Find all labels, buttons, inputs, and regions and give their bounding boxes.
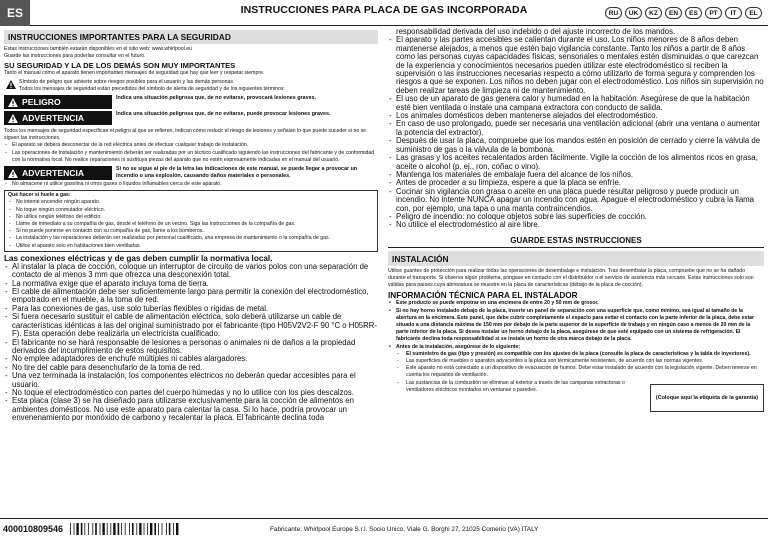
list-item: • Si no hay horno instalado debajo de la placa, inserte un panel de separación con una superficie que, como mínimo, sea igual al tamaño de la abertura en la encimera. Este panel, que debe cubrir completamente el espacio para evitar el contacto con la parte inferior de la placa, debe estar situado a una distancia máxima de 150 mm por debajo de la parte superior de la superficie de trabajo y en ningún caso a menos de 20 mm de la parte inferior de la placa. Si desea instalar un horno debajo de la placa, asegúrese de que esté equipado con un sistema de refrigeración. El fabricante declina toda responsabilidad si se instala un horno de otra marca debajo de la placa. bbox=[388, 308, 764, 344]
list-item: - No utilice ningún teléfono del edificio. bbox=[8, 214, 374, 221]
list-item: - Antes de proceder a su limpieza, espere a que la placa se enfríe. bbox=[388, 179, 764, 187]
list-item: - Al instalar la placa de cocción, coloque un interruptor de circuito de varios polos con una separación de contacto de al menos 3 mm que ofrezca una desconexión total. bbox=[4, 263, 378, 280]
warning-row bbox=[4, 111, 378, 125]
list-item: - No tire del cable para desenchufarlo de la toma de red. bbox=[4, 364, 378, 372]
danger-badge bbox=[4, 95, 112, 109]
list-item: - Las grasas y los aceites recalentados arden fácilmente. Vigile la cocción de los alimentos ricos en grasa, aceite o alcohol (p. ej., ron, coñac o vino). bbox=[388, 154, 764, 171]
keep-instructions-heading: GUARDE ESTAS INSTRUCCIONES bbox=[388, 233, 764, 248]
last-row bbox=[388, 380, 764, 412]
list-item: • Este producto se puede empotrar en una encimera de entre 20 y 50 mm de grosor. bbox=[388, 300, 764, 307]
list-item: - La instalación y las reparaciones deberán ser realizadas por personal cualificado, una empresa de mantenimiento o la compañía de gas. bbox=[8, 235, 374, 242]
list-item: - Los animales domésticos deben mantenerse alejados del electrodoméstico. bbox=[388, 112, 764, 120]
barcode-image bbox=[70, 523, 182, 535]
language-code: ES bbox=[685, 7, 702, 19]
list-item: - En caso de uso prolongado, puede ser necesaria una ventilación adicional (abrir una ventana o aumentar la potencia del extractor). bbox=[388, 120, 764, 137]
symbol-text: Símbolo de peligro que advierte sobre riesgos posibles para el usuario y las demás personas. bbox=[19, 78, 235, 85]
document-code: 400010809546 bbox=[3, 524, 64, 534]
list-item: - El suministro de gas (tipo y presión) es compatible con los ajustes de la placa (consulte la placa de características y la tabla de inyectores). bbox=[396, 351, 764, 358]
list-item: - El cable de alimentación debe ser suficientemente largo para permitir la conexión del electrodoméstico, empotrado en el mueble, a la toma de red. bbox=[4, 288, 378, 305]
installation-heading: INSTALACIÓN bbox=[388, 251, 764, 266]
tech-sublist-end bbox=[396, 380, 644, 412]
list-item: - No emplee adaptadores de enchufe múltiples ni cables alargadores. bbox=[4, 355, 378, 363]
language-code: PT bbox=[705, 7, 722, 19]
list-item: - Una vez terminada la instalación, los componentes eléctricos no deberán quedar accesibles para el usuario. bbox=[4, 372, 378, 389]
tech-info-heading: INFORMACIÓN TÉCNICA PARA EL INSTALADOR bbox=[388, 291, 578, 301]
list-item: - Después de usar la placa, compruebe que los mandos estén en posición de cerrado y cierre la válvula de suministro de gas o la válvula de la bombona. bbox=[388, 137, 764, 154]
list-item: - El fabricante no se hará responsable de lesiones a personas o animales ni de daños a la propiedad derivados del incumplimiento de estos requisitos. bbox=[4, 339, 378, 356]
gas-box-list bbox=[8, 199, 374, 249]
list-item: - Si no puede ponerse en contacto con su compañía de gas, llame a los bomberos. bbox=[8, 228, 374, 235]
list-item: - Peligro de incendio: no coloque objetos sobre las superficies de cocción. bbox=[388, 213, 764, 221]
list-item: - Las operaciones de instalación y mantenimiento deberán ser realizadas por un técnico cualificado siguiendo las instrucciones del fabricante y de conformidad con la normativa local. No realice reparaciones ni sustituya piezas del aparato que no estén expresamente indicadas en el manual del usuario. bbox=[4, 150, 378, 164]
symbol-text: Todos los mensajes de seguridad están precedidos del símbolo de alerta de seguridad y de los siguientes términos: bbox=[19, 85, 285, 92]
list-item: - No toque el electrodoméstico con partes del cuerpo húmedas y no lo utilice con los pies descalzos. bbox=[4, 389, 378, 397]
danger-triangle-icon bbox=[8, 98, 18, 107]
list-item: - No toque ningún conmutador eléctrico. bbox=[8, 207, 374, 214]
list-item: - La normativa exige que el aparato incluya toma de tierra. bbox=[4, 280, 378, 288]
list-item: - No almacene ni utilice gasolina ni otros gases o líquidos inflamables cerca de este aparato. bbox=[4, 181, 378, 188]
warning2-label: ADVERTENCIA bbox=[22, 168, 85, 179]
safety-list bbox=[388, 36, 764, 229]
list-item: • Antes de la instalación, asegúrese de lo siguiente: bbox=[388, 344, 764, 351]
list-item: - Para las conexiones de gas, use solo tuberías flexibles o rígidas de metal. bbox=[4, 305, 378, 313]
top-bar bbox=[0, 0, 768, 26]
no-store-list bbox=[4, 181, 378, 188]
danger-label: PELIGRO bbox=[22, 97, 61, 108]
intro-line: Estas instrucciones también estarán disponibles en el sitio web: www.whirlpool.eu bbox=[4, 46, 192, 52]
list-item: - Si fuera necesario sustituir el cable de alimentación eléctrica, solo deberá utilizarse un cable de características idénticas a las del original suministrado por el fabricante (tipo H05V2V2-F 90 °C o H05RR-F). Esta operación debe realizarla un electricista cualificado. bbox=[4, 313, 378, 338]
list-item: - Las superficies de muebles o aparatos adyacentes a la placa son térmicamente resistentes, de acuerdo con las normas vigentes. bbox=[396, 358, 764, 365]
list-item: - Esta placa (clase 3) se ha diseñado para utilizarse exclusivamente para la cocción de alimentos en ambientes domésticos. No use este aparato para calentar la casa. Si lo hace, podría provocar un envenenamiento por monóxido de carbono y recalentar la placa. El fabricante declina toda bbox=[4, 397, 378, 422]
installation-text: Utilice guantes de protección para realizar todas las operaciones de desembalaje e instalación. Tras desembalar la placa, compruebe que no se ha dañado durante el transporte. Si observa algún problema, póngase en contacto con el distribuidor o el servicio de asistencia más cercano. Estas instrucciones solo son válidas para países cuya abreviatura se muestre en la placa de características (debajo de la placa de cocción). bbox=[388, 267, 754, 289]
warning2-text: Si no se sigue al pie de la letra las indicaciones de este manual, se puede llegar a provocar un incendio o una explosión, causando daños materiales o personales. bbox=[116, 166, 358, 180]
gas-smell-box bbox=[4, 190, 378, 252]
language-code: EN bbox=[665, 7, 682, 19]
danger-text: Indica una situación peligrosa que, de no evitarse, provocará lesiones graves. bbox=[116, 95, 317, 102]
connections-heading: Las conexiones eléctricas y de gas deben cumplir la normativa local. bbox=[4, 253, 273, 263]
warranty-label-box: (Coloque aquí la etiqueta de la garantía) bbox=[650, 384, 764, 412]
warning-triangle-icon bbox=[8, 169, 18, 178]
list-item: - No intente encender ningún aparato. bbox=[8, 199, 374, 206]
list-item: - Mantenga los materiales de embalaje fuera del alcance de los niños. bbox=[388, 171, 764, 179]
list-item: - El uso de un aparato de gas genera calor y humedad en la habitación. Asegúrese de que la habitación esté bien ventilada o instale una campana extractora con conducto de salida. bbox=[388, 95, 764, 112]
warning-text: Indica una situación peligrosa que, de no evitarse, puede provocar lesiones graves. bbox=[116, 111, 331, 118]
language-code: UK bbox=[625, 7, 642, 19]
list-item: - Este aparato no está conectado a un dispositivo de evacuación de humos. Debe estar instalado de acuerdo con la legislación vigente. Deben tenerse en cuenta los requisitos de ventilación. bbox=[396, 365, 764, 379]
warning-triangle-icon bbox=[6, 80, 16, 89]
tech-list bbox=[388, 300, 764, 350]
warning2-row bbox=[4, 166, 378, 180]
danger-row bbox=[4, 95, 378, 109]
symbol-row bbox=[4, 79, 378, 93]
warning2-badge bbox=[4, 166, 112, 180]
list-item: - Las sustancias de la combustión se eliminan al exterior a través de las campanas extractoras o ventiladores eléctricos montados en ventanas o paredes. bbox=[396, 380, 644, 394]
your-safety-heading: SU SEGURIDAD Y LA DE LOS DEMÁS SON MUY IMPORTANTES bbox=[4, 61, 236, 71]
continued-text: responsabilidad derivada del uso indebido o del ajuste incorrecto de los mandos. bbox=[396, 27, 676, 36]
language-code: EL bbox=[745, 7, 762, 19]
footer bbox=[0, 518, 768, 541]
language-list bbox=[605, 7, 762, 19]
list-item: - Utilice el aparato solo en habitaciones bien ventiladas. bbox=[8, 243, 374, 250]
list-item: - El aparato y las partes accesibles se calientan durante el uso. Los niños menores de 8 años deben mantenerse alejados, a menos que estén bajo vigilancia constante. Tanto los niños a partir de 8 años como las personas cuyas capacidades físicas, sensoriales o mentales estén disminuidas o que carezcan de la experiencia y conocimientos necesarios pueden utilizar este electrodoméstico si reciben la supervisión o las instrucciones necesarias respecto a cómo utilizarlo de forma segura y comprenden los riesgos a que se exponen. Los niños no deben jugar con el electrodoméstico. Los niños sin supervisión no deben realizar tareas de limpieza ni de mantenimiento. bbox=[388, 36, 764, 95]
messages-list bbox=[4, 142, 378, 164]
language-code: RU bbox=[605, 7, 622, 19]
list-item: - Llame de inmediato a su compañía de gas, desde el teléfono de un vecino. Siga las instrucciones de la compañía de gas. bbox=[8, 221, 374, 228]
warning-triangle-icon bbox=[8, 114, 18, 123]
right-column bbox=[388, 28, 764, 412]
connections-list bbox=[4, 263, 378, 423]
warning-badge bbox=[4, 111, 112, 125]
safety-section-heading: INSTRUCCIONES IMPORTANTES PARA LA SEGURIDAD bbox=[4, 30, 378, 44]
document-title: INSTRUCCIONES PARA PLACA DE GAS INCORPORADA bbox=[240, 4, 528, 16]
language-code: KZ bbox=[645, 7, 662, 19]
manufacturer-text: Fabricante: Whirlpool Europe S.r.l. Socio Unico, Viale G. Borghi 27, 21025 Comerio (VA) ITALY bbox=[270, 526, 539, 533]
list-item: - El aparato se deberá desconectar de la red eléctrica antes de efectuar cualquier trabajo de instalación. bbox=[4, 142, 378, 149]
left-column bbox=[4, 30, 378, 423]
intro-line: Guarde las instrucciones para poderlas consultar en el futuro. bbox=[4, 53, 146, 60]
tech-sublist bbox=[396, 351, 764, 380]
language-code: IT bbox=[725, 7, 742, 19]
gas-box-title: Qué hacer si huele a gas: bbox=[8, 192, 71, 199]
list-item: - No utilice el electrodoméstico al aire libre. bbox=[388, 221, 764, 229]
safety-text: Tanto el manual como el aparato tienen importantes mensajes de seguridad que hay que leer y respetar siempre. bbox=[4, 70, 265, 77]
messages-intro: Todos los mensajes de seguridad especifican el peligro al que se refieren, indican cómo reducir el riesgo de lesiones y señalan lo que puede suceder si no se siguen las instrucciones. bbox=[4, 128, 367, 142]
language-tag: ES bbox=[0, 0, 30, 26]
warning-label: ADVERTENCIA bbox=[22, 113, 85, 124]
list-item: - Cocinar sin vigilancia con grasa o aceite en una placa puede resultar peligroso y puede producir un incendio. No intente NUNCA apagar un incendio con agua. Apague el electrodoméstico y cubra la llama con, por ejemplo, una tapa o una manta contraincendios. bbox=[388, 188, 764, 213]
